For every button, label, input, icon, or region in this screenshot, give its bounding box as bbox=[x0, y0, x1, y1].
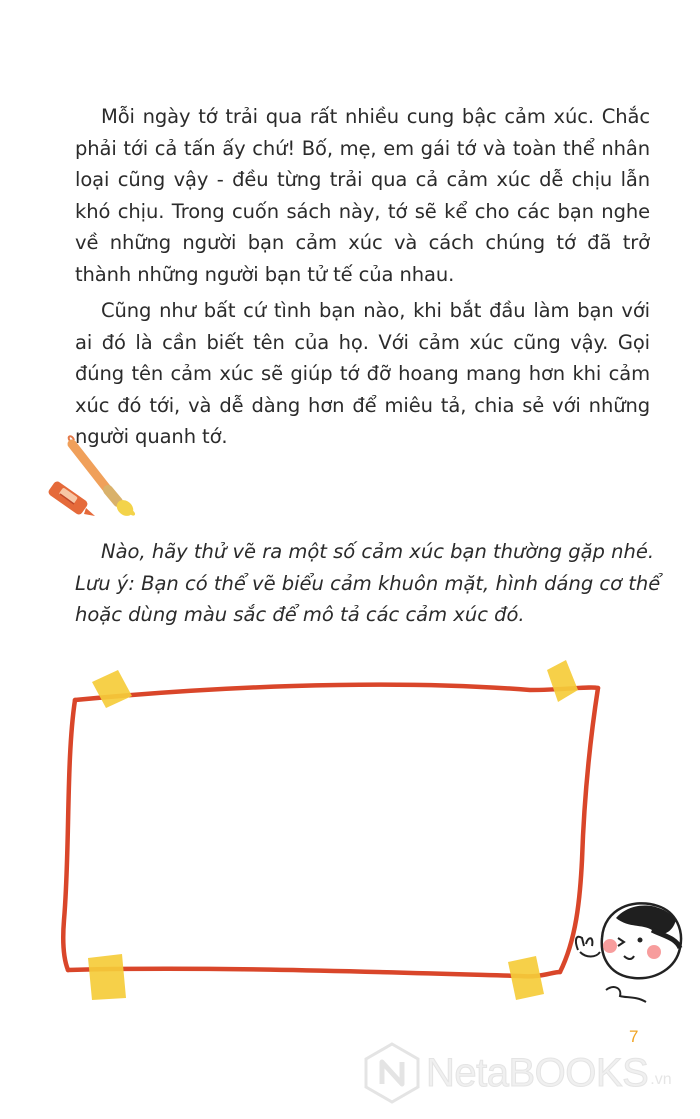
paragraph-intro: Mỗi ngày tớ trải qua rất nhiều cung bậc cảm xúc. Chắc phải tới cả tấn ấy chứ! Bố, mẹ, em gái tớ và toàn thể nhân loại cũng vậy - đều từng trải qua cả cảm xúc dễ chịu lẫn khó chịu. Trong cuốn sách này, tớ sẽ kể cho các bạn nghe về những người bạn cảm xúc và cách chúng tớ đã trở thành những người bạn tử tế của nhau. bbox=[75, 105, 650, 286]
netabooks-watermark bbox=[364, 1042, 672, 1104]
watermark-suffix: .vn bbox=[650, 1071, 672, 1088]
watermark-brand: NetaBOOKS bbox=[426, 1050, 649, 1095]
activity-prompt: Nào, hãy thử vẽ ra một số cảm xúc bạn thường gặp nhé. Lưu ý: Bạn có thể vẽ biểu cảm khuôn mặt, hình dáng cơ thể hoặc dùng màu sắc để mô tả các cảm xúc đó. bbox=[75, 540, 661, 626]
page-number: 7 bbox=[629, 1027, 639, 1046]
paragraph-names: Cũng như bất cứ tình bạn nào, khi bắt đầu làm bạn với ai đó là cần biết tên của họ. Với cảm xúc cũng vậy. Gọi đúng tên cảm xúc sẽ giúp tớ đỡ hoang mang hơn khi cảm xúc đó tới, và dễ dàng hơn để miêu tả, chia sẻ với những người quanh tớ. bbox=[75, 299, 650, 448]
netabooks-logo-icon bbox=[364, 1042, 420, 1104]
